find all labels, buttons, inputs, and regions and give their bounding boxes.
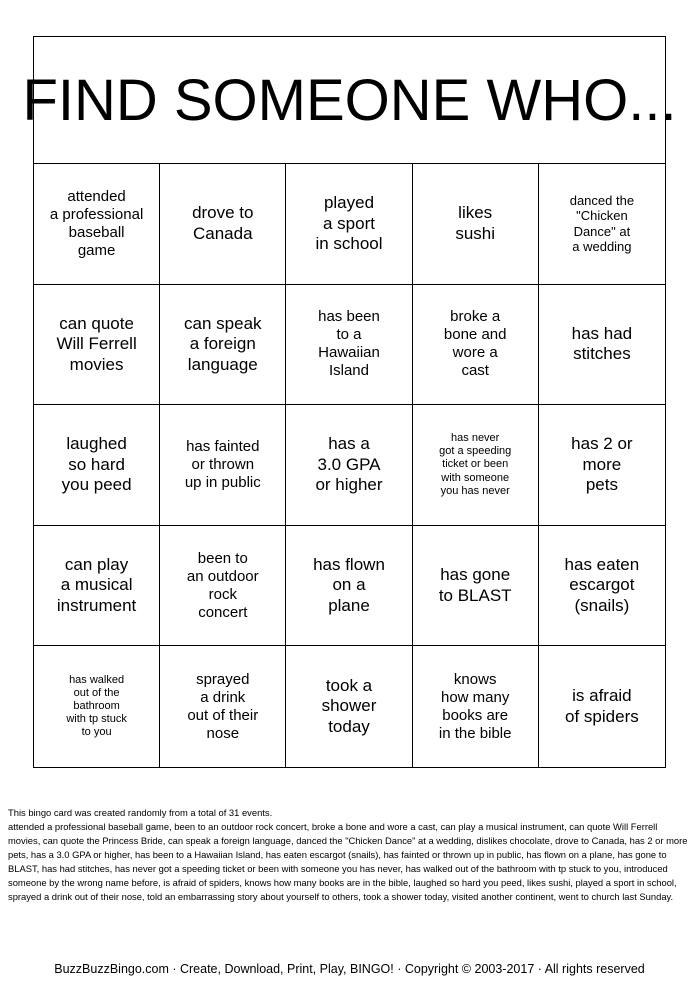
bingo-cell[interactable]: has 2 or more pets	[539, 405, 665, 526]
footer: BuzzBuzzBingo.com · Create, Download, Print, Play, BINGO! · Copyright © 2003-2017 · All rights reserved	[54, 962, 645, 976]
bingo-card	[22, 36, 677, 768]
bingo-cell[interactable]: can quote Will Ferrell movies	[34, 285, 160, 406]
bingo-cell[interactable]: likes sushi	[413, 164, 539, 285]
bingo-cell[interactable]: can speak a foreign language	[160, 285, 286, 406]
bingo-cell[interactable]: has had stitches	[539, 285, 665, 406]
footnote-events: attended a professional baseball game, been to an outdoor rock concert, broke a bone and wore a cast, can play a musical instrument, can quote Will Ferrell movies, can quote the Princess Bride, can speak a foreign language, danced the "Chicken Dance" at a wedding, dislikes chocolate, drove to Canada, has 2 or more pets, has a 3.0 GPA or higher, has been to a Hawaiian Island, has eaten escargot (snails), has fainted or thrown up in public, has flown on a plane, has gone to BLAST, has had stitches, has never got a speeding ticket or been with someone you has never, has walked out of the bathroom with tp stuck to you, introduced someone by the wrong name before, is afraid of spiders, knows how many books are in the bible, laughed so hard you peed, likes sushi, played a sport in school, sprayed a drink out of their nose, told an embarrassing story about yourself to others, took a shower today, visited another continent, went to church last Sunday.	[8, 821, 688, 902]
bingo-cell[interactable]: has fainted or thrown up in public	[160, 405, 286, 526]
bingo-cell[interactable]: can play a musical instrument	[34, 526, 160, 647]
bingo-cell[interactable]: been to an outdoor rock concert	[160, 526, 286, 647]
bingo-cell[interactable]: attended a professional baseball game	[34, 164, 160, 285]
bingo-cell[interactable]: drove to Canada	[160, 164, 286, 285]
bingo-cell[interactable]: has never got a speeding ticket or been with someone you has never	[413, 405, 539, 526]
bingo-cell[interactable]: laughed so hard you peed	[34, 405, 160, 526]
bingo-cell[interactable]: broke a bone and wore a cast	[413, 285, 539, 406]
bingo-cell[interactable]: has flown on a plane	[286, 526, 412, 647]
bingo-cell[interactable]: has a 3.0 GPA or higher	[286, 405, 412, 526]
footnote-intro: This bingo card was created randomly from a total of 31 events.	[8, 807, 273, 818]
bingo-cell[interactable]: has been to a Hawaiian Island	[286, 285, 412, 406]
bingo-cell[interactable]: sprayed a drink out of their nose	[160, 646, 286, 767]
bingo-cell[interactable]: knows how many books are in the bible	[413, 646, 539, 767]
footnote	[8, 806, 692, 904]
bingo-cell[interactable]: has gone to BLAST	[413, 526, 539, 647]
bingo-cell[interactable]: has eaten escargot (snails)	[539, 526, 665, 647]
bingo-cell[interactable]: is afraid of spiders	[565, 686, 639, 726]
bingo-cell[interactable]: danced the "Chicken Dance" at a wedding	[539, 164, 665, 285]
bingo-cell[interactable]: played a sport in school	[286, 164, 412, 285]
card-title: FIND SOMEONE WHO...	[34, 37, 665, 164]
bingo-cell[interactable]: has walked out of the bathroom with tp stuck to you	[34, 646, 160, 767]
bingo-cell[interactable]: took a shower today	[286, 646, 412, 767]
bingo-grid	[34, 164, 665, 767]
